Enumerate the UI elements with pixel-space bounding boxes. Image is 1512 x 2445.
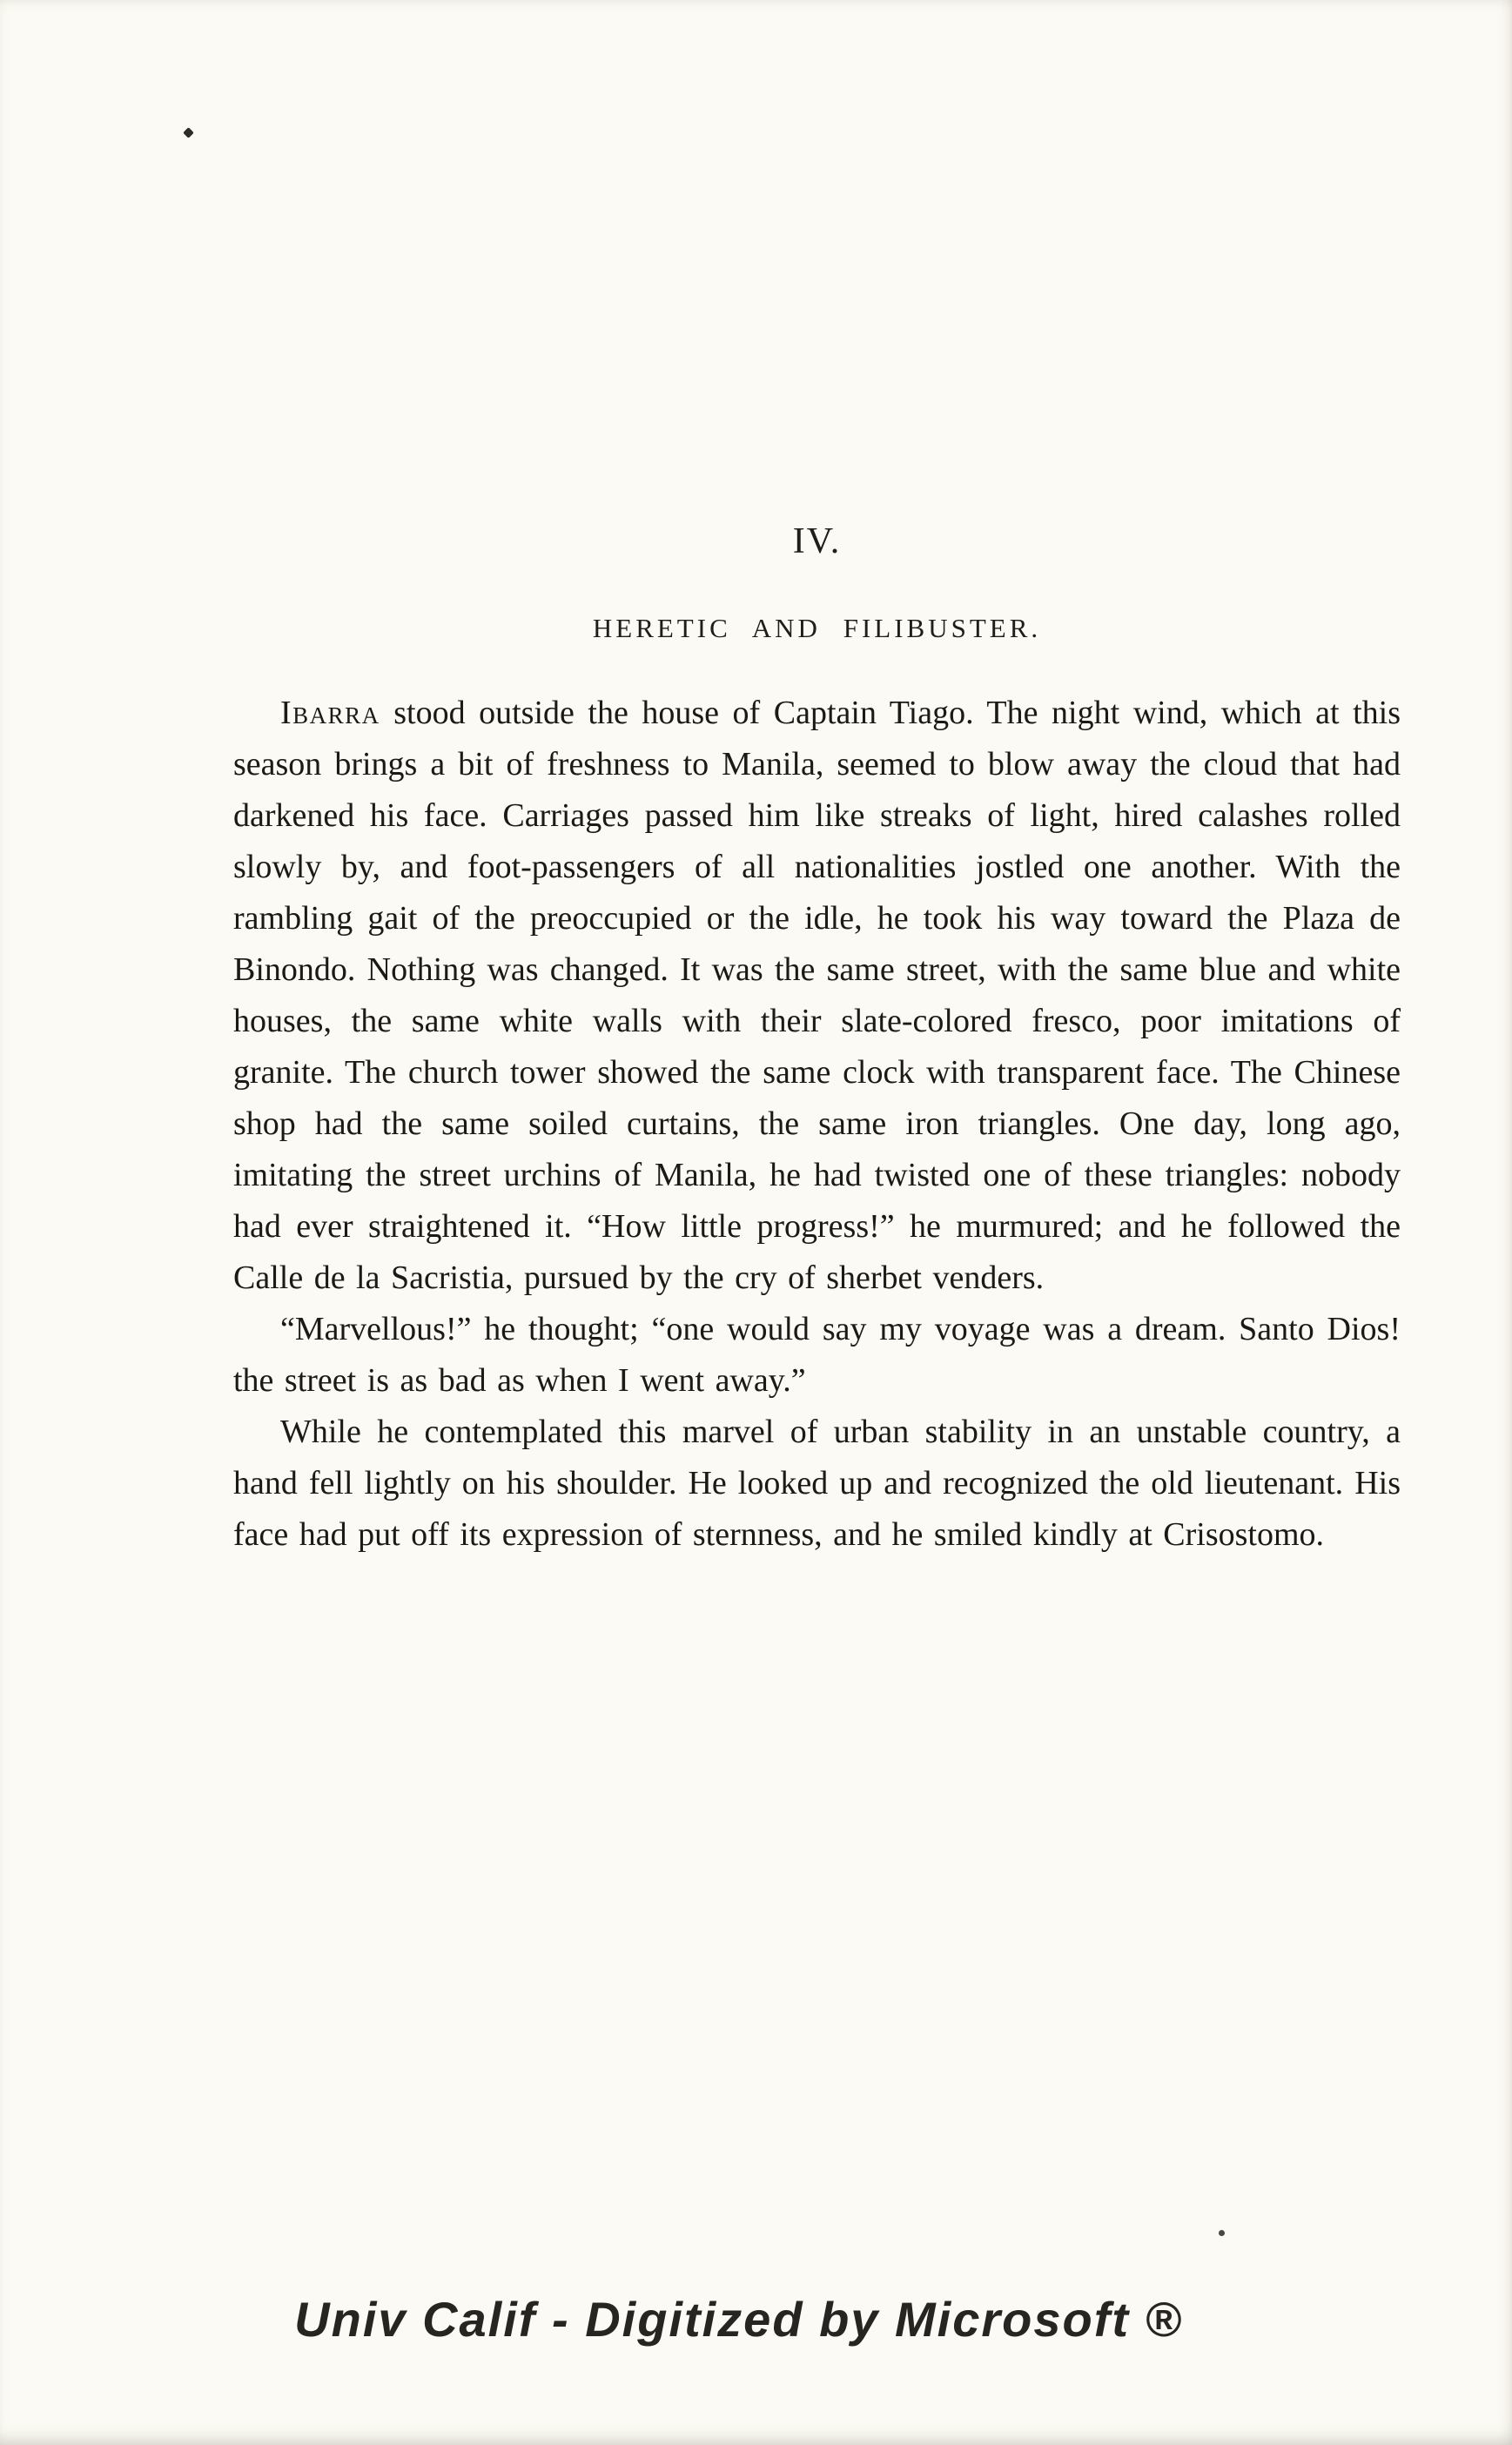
paragraph-1-lead-word: Ibarra [280,695,380,731]
paragraph-3: While he contemplated this marvel of urban stability in an unstable country, a hand fell lightly on his shoulder. He looked up and recognized the old lieutenant. His face had put off its expression of sternness, and he smiled kindly at Crisostomo. [233,1414,1401,1553]
scan-speck-bottom [1219,2230,1225,2236]
digitization-watermark: Univ Calif - Digitized by Microsoft ® [294,2292,1183,2347]
chapter-title: HERETIC AND FILIBUSTER. [592,613,1042,643]
paragraph-1 [233,688,1401,1304]
chapter-number: IV. [792,521,842,561]
paragraph-1-text: stood outside the house of Captain Tiago. The night wind, which at this season brings a bit of freshness to Manila, seemed to blow away the cloud that had darkened his face. Carriages passed him like streaks of light, hired calashes rolled slowly by, and foot-passengers of all nationalities jostled one another. With the rambling gait of the preoccupied or the idle, he took his way toward the Plaza de Binondo. Nothing was changed. It was the same street, with the same blue and white houses, the same white walls with their slate-colored fresco, poor imitations of granite. The church tower showed the same clock with transparent face. The Chinese shop had the same soiled curtains, the same iron triangles. One day, long ago, imitating the street urchins of Manila, he had twisted one of these triangles: nobody had ever straightened it. “How little progress!” he murmured; and he followed the Calle de la Sacristia, pursued by the cry of sherbet venders. [233,695,1401,1296]
paragraph-2: “Marvellous!” he thought; “one would say my voyage was a dream. Santo Dios! the street is as bad as when I went away.” [233,1311,1401,1399]
